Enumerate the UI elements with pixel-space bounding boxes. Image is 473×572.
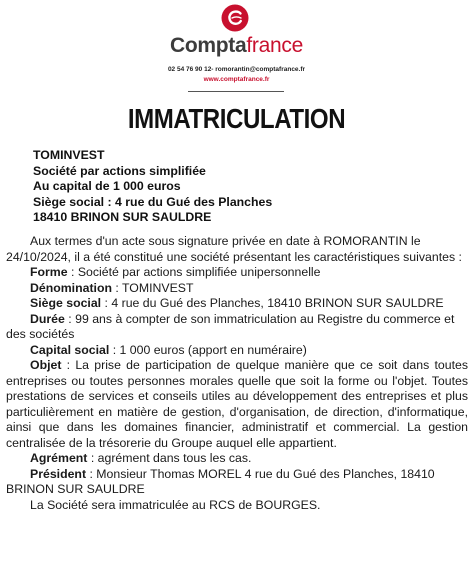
- field-agrement: [6, 451, 468, 467]
- field-president: [6, 467, 468, 498]
- field-label: Siège social: [30, 296, 102, 310]
- field-label: Capital social: [30, 342, 110, 357]
- field-value: : Société par actions simplifiée unipersonnelle: [67, 265, 321, 279]
- field-label: Dénomination: [30, 280, 112, 295]
- company-name: TOMINVEST: [33, 148, 105, 162]
- company-type: Société par actions simplifiée: [33, 163, 206, 178]
- field-label: Président: [30, 466, 87, 481]
- field-value: : 4 rue du Gué des Planches, 18410 BRINON SUR SAULDRE: [101, 296, 444, 310]
- header-divider: [188, 91, 284, 92]
- company-city: 18410 BRINON SUR SAULDRE: [33, 210, 212, 224]
- field-label: Forme: [30, 265, 68, 279]
- field-denomination: [6, 281, 468, 297]
- comptafrance-logo-icon: [221, 4, 249, 32]
- intro-paragraph: Aux termes d'un acte sous signature privée en date à ROMORANTIN le 24/10/2024, il a été constitué une société présentant les caractéristiques suivantes :: [6, 234, 462, 264]
- field-duree: [6, 312, 468, 343]
- field-label: Objet: [30, 358, 62, 372]
- brand-contact: 02 54 76 90 12- romorantin@comptafrance.fr: [167, 66, 306, 73]
- field-value: : La prise de participation de quelque manière que ce soit dans toutes entreprises ou toutes personnes morales quelle que soit la forme ou l'objet. Toutes prestations de services et conseils utiles au développement des entreprises et plus particulièrement en matière de gestion, d'organisation, de direction, d'informatique, ainsi que dans les domaines financier, administratif et commercial. La gestion centralisée de la trésorerie du Groupe auquel elle appartient.: [6, 358, 468, 450]
- field-value: : Monsieur Thomas MOREL 4 rue du Gué des Planches, 18410 BRINON SUR SAULDRE: [6, 466, 435, 496]
- notice-body: [6, 234, 468, 513]
- field-label: Agrément: [30, 451, 88, 465]
- field-siege: [6, 296, 468, 312]
- field-objet: [6, 358, 468, 451]
- field-value: : TOMINVEST: [111, 280, 194, 295]
- field-value: : 99 ans à compter de son immatriculation au Registre du commerce et des sociétés: [6, 311, 455, 341]
- brand-website: www.comptafrance.fr: [203, 76, 270, 83]
- company-siege: Siège social : 4 rue du Gué des Planches: [33, 194, 273, 209]
- brand-name-part1: Compta: [170, 34, 247, 57]
- brand-name: [0, 34, 473, 58]
- field-value: : 1 000 euros (apport en numéraire): [109, 342, 307, 357]
- field-label: Durée: [30, 311, 65, 326]
- company-capital: Au capital de 1 000 euros: [33, 179, 181, 193]
- closing-paragraph: La Société sera immatriculée au RCS de BOURGES.: [30, 497, 321, 512]
- company-header: [33, 148, 272, 226]
- field-forme: [6, 265, 468, 281]
- field-capital: [6, 343, 468, 359]
- field-value: : agrément dans tous les cas.: [87, 451, 252, 465]
- page-title: IMMATRICULATION: [127, 103, 346, 134]
- brand-name-part2: france: [246, 34, 303, 57]
